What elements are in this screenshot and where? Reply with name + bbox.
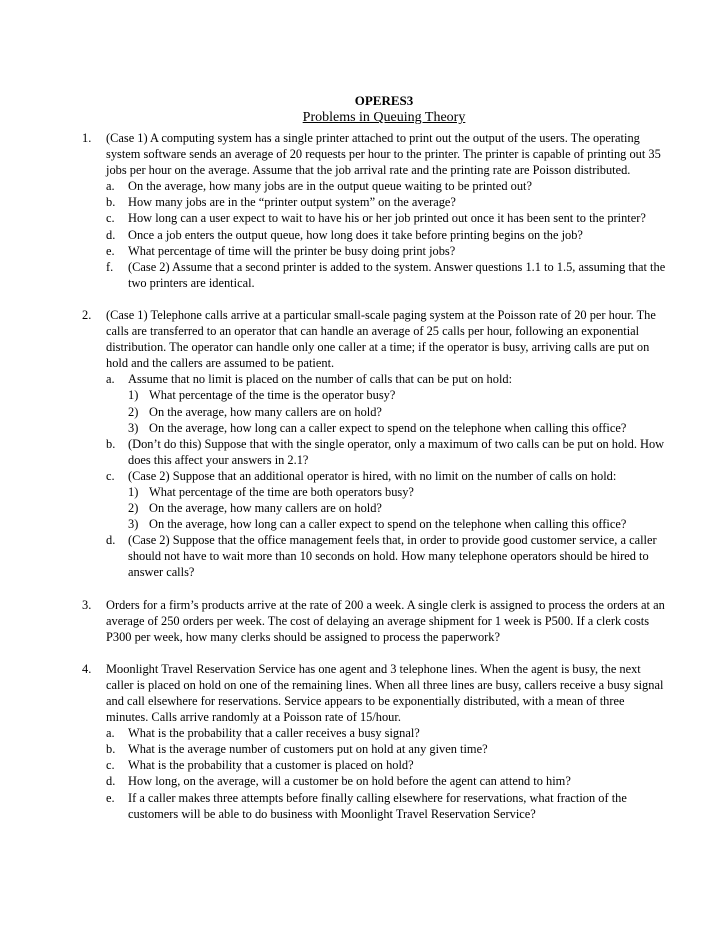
item-label: b. (106, 742, 116, 757)
question-item (106, 773, 668, 789)
item-text: What percentage of time will the printer be busy doing print jobs? (128, 243, 456, 258)
sub-item-text: What percentage of the time are both operators busy? (149, 484, 414, 499)
question-item (106, 210, 668, 226)
sub-question-item (128, 387, 668, 403)
item-label: c. (106, 211, 115, 226)
sub-item-text: What percentage of the time is the operator busy? (149, 388, 396, 403)
sub-item-text: On the average, how many callers are on hold? (149, 501, 382, 516)
question-item (106, 243, 668, 259)
item-text: How long can a user expect to wait to have his or her job printed out once it has been sent to the printer? (128, 211, 646, 226)
item-text: Once a job enters the output queue, how long does it take before printing begins on the job? (128, 227, 583, 242)
item-label: d. (106, 533, 116, 548)
question-item (106, 371, 668, 435)
sub-item-text: On the average, how long can a caller expect to spend on the telephone when calling this office? (149, 420, 627, 435)
question-item (106, 790, 668, 822)
sub-item-label: 2) (128, 404, 139, 419)
question-item (106, 741, 668, 757)
sub-item-label: 1) (128, 484, 139, 499)
item-text: What is the probability that a customer is placed on hold? (128, 758, 414, 773)
item-text: What is the probability that a caller receives a busy signal? (128, 726, 420, 741)
sub-question-item (128, 500, 668, 516)
item-label: d. (106, 774, 116, 789)
question-item (106, 757, 668, 773)
problem-number: 2. (82, 307, 92, 322)
item-text: What is the average number of customers put on hold at any given time? (128, 742, 488, 757)
item-text: (Case 2) Suppose that the office management feels that, in order to provide good customer service, a caller should not have to wait more than 10 seconds on hold. How many telephone operators should be hired to answer calls? (128, 533, 657, 580)
document-title: OPERES3 (354, 93, 414, 108)
problem-number: 1. (82, 131, 92, 145)
problem-list (82, 130, 668, 822)
document-header (100, 92, 668, 126)
item-text: Assume that no limit is placed on the number of calls that can be put on hold: (128, 372, 513, 387)
item-label: e. (106, 243, 115, 258)
problem-text: Moonlight Travel Reservation Service has one agent and 3 telephone lines. When the agent is busy, the next caller is placed on hold on one of the remaining lines. When all three lines are busy, callers receive a busy signal and call elsewhere for reservations. Service appears to be exponentially distributed, with a mean of three minutes. Calls arrive randomly at a Poisson rate of 15/hour. (106, 661, 664, 725)
item-label: c. (106, 758, 115, 773)
document-subtitle: Problems in Queuing Theory (302, 110, 466, 125)
question-item (106, 194, 668, 210)
item-text: If a caller makes three attempts before finally calling elsewhere for reservations, what fraction of the customers will be able to do business with Moonlight Travel Reservation Service? (128, 790, 627, 821)
question-item (106, 259, 668, 291)
sub-item-label: 3) (128, 420, 139, 435)
question-item (106, 436, 668, 468)
sub-item-text: On the average, how long can a caller expect to spend on the telephone when calling this office? (149, 517, 627, 532)
item-label: a. (106, 372, 115, 387)
sub-question-item (128, 404, 668, 420)
sub-question-item (128, 516, 668, 532)
item-text: (Case 2) Suppose that an additional operator is hired, with no limit on the number of calls on hold: (128, 468, 617, 483)
item-text: (Don’t do this) Suppose that with the single operator, only a maximum of two calls can be put on hold. How does this affect your answers in 2.1? (128, 436, 665, 467)
problem-text: (Case 1) A computing system has a single printer attached to print out the output of the users. The operating system software sends an average of 20 requests per hour to the printer. The printer is capable of printing out 35 jobs per hour on the average. Assume that the job arrival rate and the printing rate are Poisson distributed. (106, 131, 661, 178)
item-label: e. (106, 790, 115, 805)
sub-item-text: On the average, how many callers are on hold? (149, 404, 382, 419)
item-label: a. (106, 179, 115, 194)
problem-text: Orders for a firm’s products arrive at the rate of 200 a week. A single clerk is assigned to process the orders at an average of 250 orders per week. The cost of delaying an average shipment for 1 week is P500. If a clerk costs P300 per week, how many clerks should be assigned to process the paperwork? (106, 597, 665, 644)
question-item (106, 725, 668, 741)
question-item (106, 178, 668, 194)
item-label: d. (106, 227, 116, 242)
sub-item-label: 2) (128, 501, 139, 516)
sub-item-label: 3) (128, 517, 139, 532)
sub-question-item (128, 420, 668, 436)
problem-1 (82, 130, 668, 291)
item-label: b. (106, 436, 116, 451)
item-text: How many jobs are in the “printer output system” on the average? (128, 195, 456, 210)
problem-number: 4. (82, 661, 92, 676)
item-label: a. (106, 726, 115, 741)
item-text: On the average, how many jobs are in the output queue waiting to be printed out? (128, 179, 532, 194)
item-text: (Case 2) Assume that a second printer is added to the system. Answer questions 1.1 to 1.5, assuming that the two printers are identical. (128, 259, 666, 290)
item-text: How long, on the average, will a customer be on hold before the agent can attend to him? (128, 774, 571, 789)
question-item (106, 227, 668, 243)
item-label: c. (106, 468, 115, 483)
problem-text: (Case 1) Telephone calls arrive at a particular small-scale paging system at the Poisson rate of 20 per hour. The calls are transferred to an operator that can handle an average of 25 calls per hour, following an exponential distribution. The operator can handle only one caller at a time; if the operator is busy, arriving calls are put on hold and the callers are assumed to be patient. (106, 307, 656, 371)
sub-item-label: 1) (128, 388, 139, 403)
question-item (106, 532, 668, 580)
problem-number: 3. (82, 597, 92, 612)
item-label: f. (106, 259, 114, 274)
problem-4 (82, 661, 668, 822)
item-label: b. (106, 195, 116, 210)
problem-2 (82, 307, 668, 581)
sub-question-item (128, 484, 668, 500)
question-item (106, 468, 668, 532)
problem-3 (82, 597, 668, 645)
